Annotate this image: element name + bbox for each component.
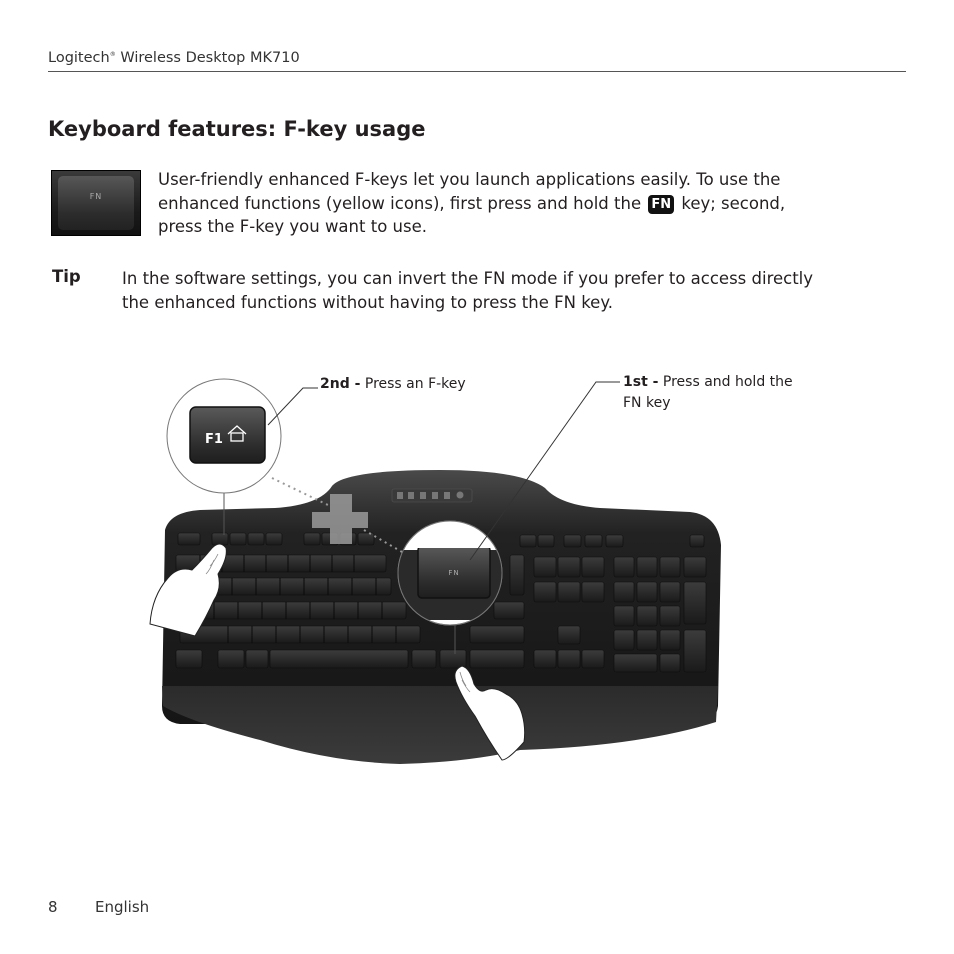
fn-key-badge: FN	[648, 195, 674, 214]
second-step-number: 2nd -	[320, 376, 361, 392]
page-title: Keyboard features: F-key usage	[48, 117, 426, 141]
product-name: Wireless Desktop MK710	[120, 50, 300, 66]
numpad	[614, 557, 706, 672]
fn-key-thumbnail-label: FN	[89, 192, 103, 201]
second-step-text: Press an F-key	[364, 376, 466, 392]
second-step-callout	[320, 374, 466, 395]
tip-text: In the software settings, you can invert the FN mode if you prefer to access directly the enhanced functions without having to press the FN key.	[122, 269, 814, 312]
palm-rest	[162, 686, 718, 764]
intro-text-a: User-friendly enhanced F-keys let you launch applications easily. To use the enhanced functions (yellow icons), first press and hold the	[158, 170, 781, 213]
registered-mark: ®	[109, 51, 116, 58]
first-step-callout	[623, 372, 793, 414]
page-number: 8	[48, 898, 58, 916]
fn-zoom-label: FN	[448, 569, 460, 577]
tip-label: Tip	[52, 267, 81, 286]
f1-zoom-guide	[272, 478, 330, 506]
intro-text-b: key; second, press the F-key you want to use.	[158, 193, 786, 236]
f1-key-zoomed	[190, 407, 265, 463]
first-step-number: 1st -	[623, 374, 659, 390]
first-step-text: Press and hold the FN key	[623, 374, 793, 411]
brand-name: Logitech	[48, 50, 110, 66]
footer-language: English	[95, 898, 150, 916]
f1-key-label: F1	[205, 432, 223, 447]
